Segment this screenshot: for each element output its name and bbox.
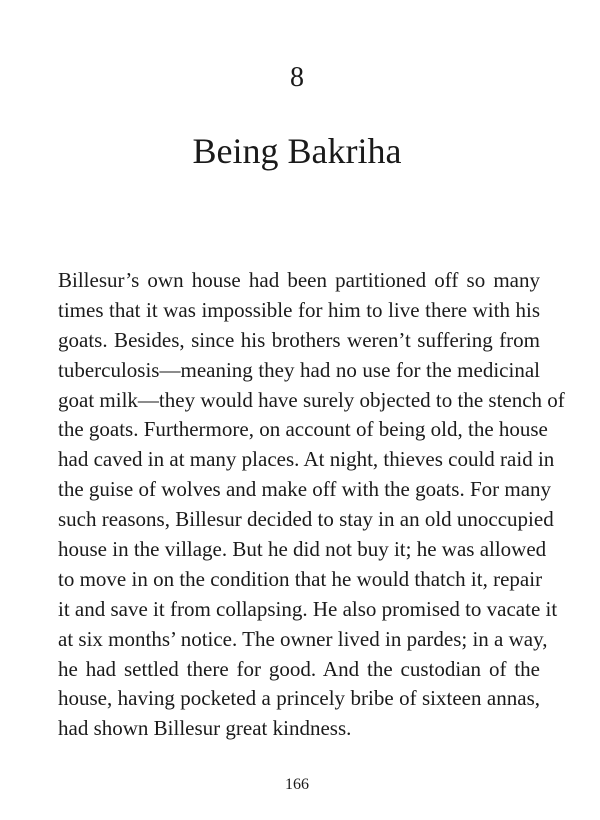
text-line: house in the village. But he did not buy it; he was allowed	[58, 537, 547, 562]
text-line: the guise of wolves and make off with the goats. For many	[58, 477, 552, 502]
text-line: had shown Billesur great kindness.	[58, 716, 352, 741]
text-line: house, having pocketed a princely bribe of sixteen annas,	[58, 686, 540, 711]
text-line: such reasons, Billesur decided to stay in an old unoccupied	[58, 507, 554, 532]
text-line: goat milk—they would have surely objected to the stench of	[58, 387, 565, 412]
text-line: had caved in at many places. At night, thieves could raid in	[58, 447, 555, 472]
text-line: it and save it from collapsing. He also promised to vacate it	[58, 596, 558, 621]
chapter-title: Being Bakriha	[192, 131, 402, 171]
text-line: goats. Besides, since his brothers weren’t suffering from	[58, 327, 540, 352]
text-line: at six months’ notice. The owner lived in pardes; in a way,	[58, 626, 548, 651]
body-paragraph	[58, 266, 565, 744]
chapter-number: 8	[290, 62, 304, 93]
text-line: the goats. Furthermore, on account of being old, the house	[58, 417, 548, 442]
text-line: to move in on the condition that he would thatch it, repair	[58, 566, 543, 591]
text-line: tuberculosis—meaning they had no use for the medicinal	[58, 357, 540, 382]
text-line: times that it was impossible for him to live there with his	[58, 297, 540, 322]
page-number: 166	[285, 776, 309, 793]
text-line: Billesur’s own house had been partitioned off so many	[58, 268, 540, 292]
text-line: he had settled there for good. And the custodian of the	[58, 656, 540, 681]
